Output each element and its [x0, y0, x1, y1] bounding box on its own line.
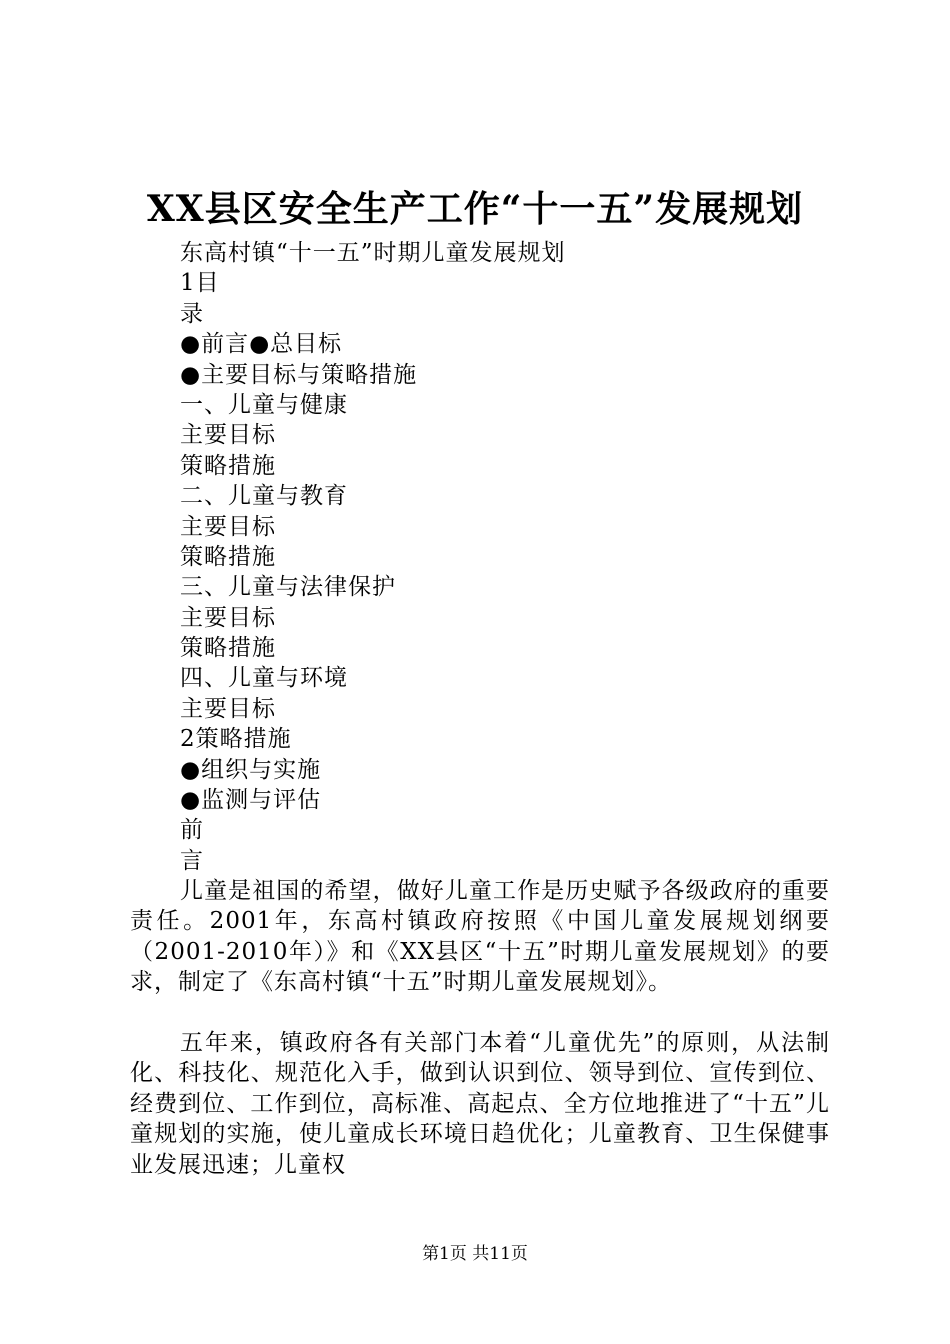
toc-line: 言	[180, 847, 204, 874]
toc-line: ●主要目标与策略措施	[180, 361, 418, 388]
table-of-contents	[180, 238, 566, 876]
toc-line: 策略措施	[180, 452, 276, 479]
toc-line: ●前言●总目标	[180, 331, 343, 358]
toc-line: 主要目标	[180, 422, 276, 449]
toc-line: 策略措施	[180, 635, 276, 662]
toc-line: 主要目标	[180, 513, 276, 540]
toc-line: 东高村镇“十一五”时期儿童发展规划	[180, 240, 566, 266]
toc-line: 主要目标	[180, 604, 276, 631]
toc-line: 四、儿童与环境	[180, 665, 348, 692]
toc-line: 一、儿童与健康	[180, 391, 348, 418]
toc-line: 1目	[180, 270, 220, 297]
toc-line: ●组织与实施	[180, 756, 322, 783]
toc-line: 三、儿童与法律保护	[180, 574, 396, 601]
toc-line: 2策略措施	[180, 726, 292, 753]
toc-line: 录	[180, 300, 204, 327]
body-paragraph: 儿童是祖国的希望，做好儿童工作是历史赋予各级政府的重要责任。2001年，东高村镇政府按照《中国儿童发展规划纲要（2001-2010年）》和《XX县区“十五”时期儿童发展规划》的要求，制定了《东高村镇“十五”时期儿童发展规划》。	[130, 878, 830, 996]
page-footer: 第1页 共11页	[422, 1244, 528, 1264]
toc-line: 策略措施	[180, 543, 276, 570]
toc-line: 二、儿童与教育	[180, 483, 348, 510]
document-title: XX县区安全生产工作“十一五”发展规划	[146, 188, 804, 230]
toc-line: 主要目标	[180, 695, 276, 722]
body-paragraph: 五年来，镇政府各有关部门本着“儿童优先”的原则，从法制化、科技化、规范化入手，做到认识到位、领导到位、宣传到位、经费到位、工作到位，高标准、高起点、全方位地推进了“十五”儿童规划的实施，使儿童成长环境日趋优化；儿童教育、卫生保健事业发展迅速；儿童权	[130, 1030, 830, 1178]
toc-line: ●监测与评估	[180, 787, 322, 814]
toc-line: 前	[180, 817, 204, 844]
